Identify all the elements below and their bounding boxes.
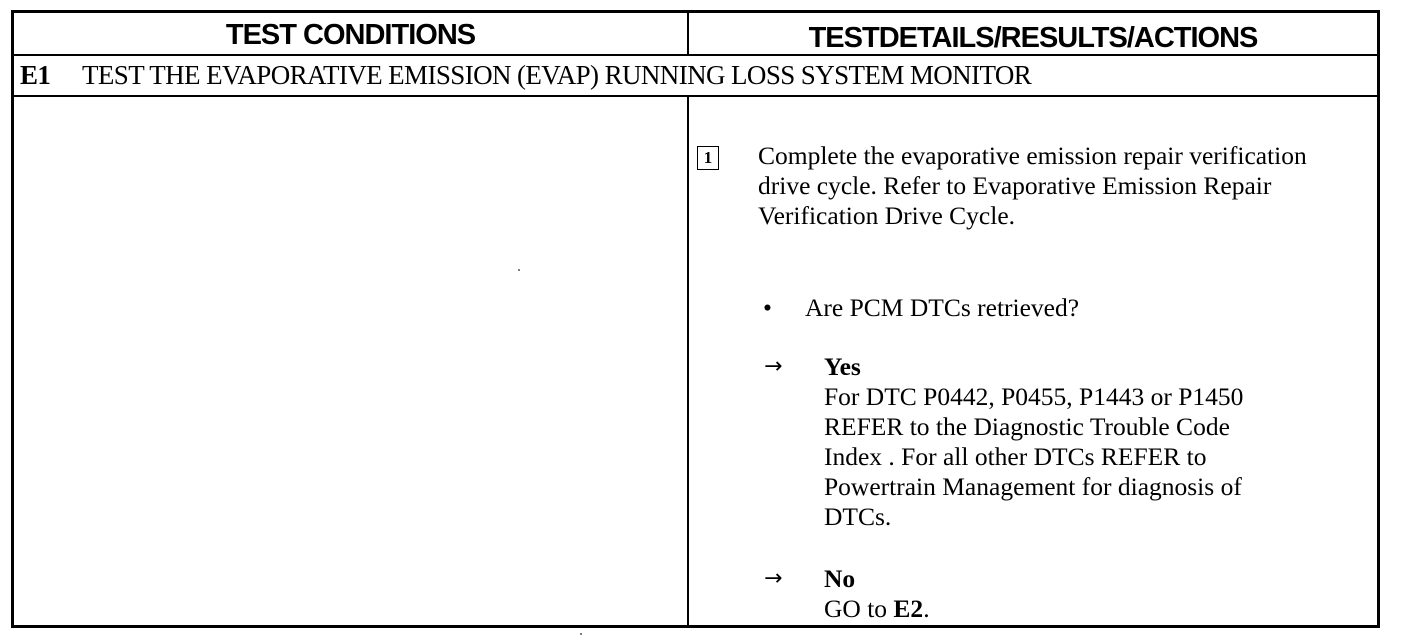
diagnostic-table: [11, 10, 1380, 628]
outcome-yes: [764, 352, 1344, 532]
step-instruction: Complete the evaporative emission repair verification drive cycle. Refer to Evaporative Emission Repair Verification Drive Cycle.: [758, 141, 1307, 230]
scan-speck: [580, 633, 582, 635]
scan-speck: [518, 269, 520, 271]
go-to-suffix: .: [923, 594, 930, 623]
arrow-right-icon: →: [764, 566, 783, 591]
test-details-cell: [689, 97, 1377, 625]
step-title: TEST THE EVAPORATIVE EMISSION (EVAP) RUNNING LOSS SYSTEM MONITOR: [82, 60, 1032, 90]
header-test-details: TESTDETAILS/RESULTS/ACTIONS: [808, 22, 1258, 54]
question-line: [763, 293, 1079, 323]
outcome-no: [764, 564, 1344, 624]
step-id: E1: [20, 60, 51, 90]
outcome-yes-label: Yes: [824, 352, 861, 381]
go-to-prefix: GO to: [824, 594, 894, 623]
arrow-right-icon: →: [764, 354, 783, 379]
step-title-row: [14, 56, 1377, 97]
go-to-target: E2: [893, 594, 924, 623]
step-number-box: 1: [697, 146, 719, 170]
bullet-icon: •: [763, 293, 772, 322]
question-text: Are PCM DTCs retrieved?: [805, 293, 1080, 322]
outcome-yes-action: For DTC P0442, P0455, P1443 or P1450 REFER to the Diagnostic Trouble Code Index . For all other DTCs REFER to Powertrain Management for diagnosis of DTCs.: [824, 382, 1244, 531]
outcome-no-label: No: [824, 564, 856, 593]
test-conditions-cell: [14, 97, 687, 625]
table-header-row: [14, 13, 1377, 56]
outcome-no-action: [824, 594, 1344, 624]
header-test-conditions: TEST CONDITIONS: [225, 19, 476, 51]
column-divider-header: [687, 13, 689, 56]
